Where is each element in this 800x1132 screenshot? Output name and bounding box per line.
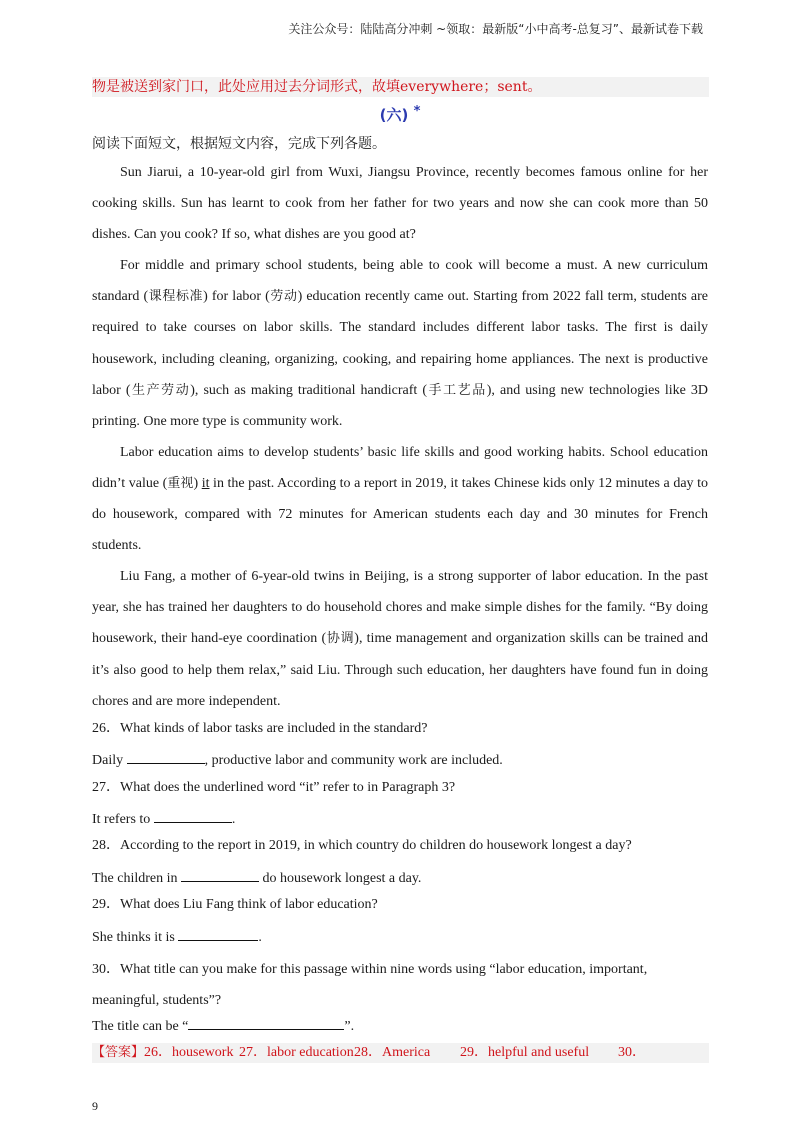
answer-line-28: The children in do housework longest a day. [92,866,708,889]
question-28: 28．According to the report in 2019, in which country do children do housework longest a day? [92,838,632,853]
difficulty-star-icon: * [413,104,421,119]
answer-blank-26[interactable] [127,748,205,764]
page-header: 关注公众号：陆陆高分冲刺 ~领取：最新版“小中高考-总复习”、最新试卷下载 [288,22,703,36]
section-number: (六) [379,106,409,124]
page-number: 9 [92,1099,98,1113]
reading-instruction: 阅读下面短文，根据短文内容，完成下列各题。 [92,136,386,152]
paragraph-2: For middle and primary school students, being able to cook will become a must. A new curriculum standard (课程标准) for labor (劳动) education recently came out. Starting from 2022 fall term, students are required to take courses on labor skills. The standard includes different labor tasks. The first is daily housework, including cleaning, organizing, cooking, and repairing home appliances. The next is productive labor (生产劳动), such as making traditional handicraft (手工艺品), and using new technologies like 3D printing. One more type is community work. [92,258,708,429]
paragraph-3: Labor education aims to develop students’ basic life skills and good working habits. School education didn’t value (重视) it in the past. According to a report in 2019, it takes Chinese kids only 12 minutes a day to do housework, compared with 72 minutes for American students each day and 30 minutes for French students. [92,444,708,554]
answer-26: 26．housework [144,1045,234,1060]
section-title [0,104,800,125]
reading-passage [92,157,708,717]
answer-label: 【答案】 [92,1045,145,1060]
answer-line-29: She thinks it is . [92,925,708,948]
answer-30: 30． [618,1045,647,1060]
question-30: 30．What title can you make for this passage within nine words using “labor education, important, meaningful, students”? [92,962,648,1008]
answer-28: 28．America [354,1045,431,1060]
answer-blank-30[interactable] [188,1014,344,1030]
answer-29: 29．helpful and useful [460,1045,590,1060]
answer-blank-28[interactable] [181,866,259,882]
previous-answer-explanation: 物是被送到家门口，此处应用过去分词形式，故填everywhere；sent。 [92,77,709,97]
answer-line-26: Daily , productive labor and community work are included. [92,748,708,771]
answer-blank-27[interactable] [154,807,232,823]
answer-line-30: The title can be “ ”. [92,1014,708,1037]
paragraph-4: Liu Fang, a mother of 6-year-old twins in Beijing, is a strong supporter of labor education. In the past year, she has trained her daughters to do household chores and make simple dishes for the family. “By doing housework, their hand-eye coordination (协调), time management and organization skills can be trained and it’s also good to help them relax,” said Liu. Through such education, her daughters have found fun in doing chores and are more independent. [92,569,708,709]
answer-key [92,1043,709,1063]
question-29: 29．What does Liu Fang think of labor education? [92,897,378,912]
answer-line-27: It refers to . [92,807,708,830]
paragraph-1: Sun Jiarui, a 10-year-old girl from Wuxi, Jiangsu Province, recently becomes famous online for her cooking skills. Sun has learnt to cook from her father for two years and now she can cook more than 50 dishes. Can you cook? If so, what dishes are you good at? [92,165,708,243]
question-27: 27．What does the underlined word “it” refer to in Paragraph 3? [92,780,456,795]
underlined-word-it: it [201,475,210,491]
answer-27: 27．labor education [239,1045,354,1060]
answer-blank-29[interactable] [178,925,258,941]
question-26: 26．What kinds of labor tasks are included in the standard? [92,721,428,736]
